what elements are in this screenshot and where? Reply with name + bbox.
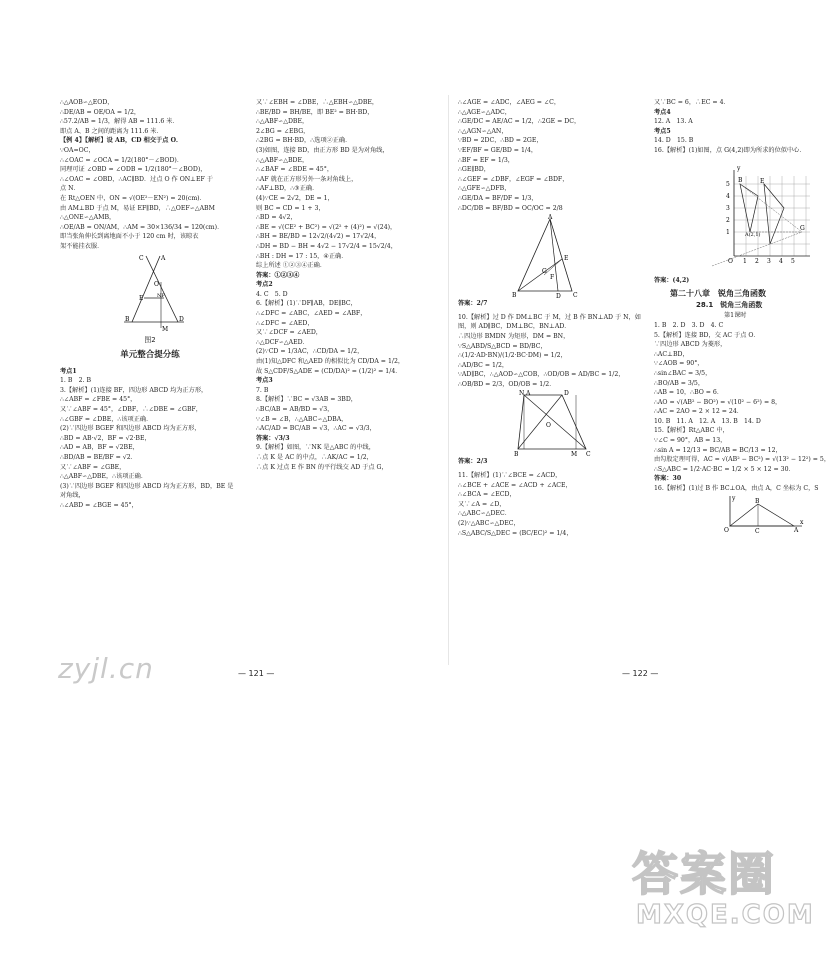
text-line: 考点4 <box>654 108 671 116</box>
text-line: 11.【解析】(1)∵∠BCE = ∠ACD， <box>458 472 562 480</box>
svg-text:C: C <box>573 292 578 300</box>
svg-text:O: O <box>728 257 733 265</box>
column-2 <box>256 98 446 472</box>
text-line: 考点3 <box>256 377 273 385</box>
page-number-right: — 122 — <box>622 669 659 678</box>
text-line: 点 N． <box>60 185 80 193</box>
trapezoid-diagram <box>458 389 638 457</box>
text-line: ∴GE/DA = BF/DF = 1/3， <box>458 194 538 202</box>
text-line: ∴∠DFC = ∠AED， <box>256 319 314 327</box>
text-line: 又∵∠ABF = ∠GBE， <box>60 463 126 471</box>
text-line: 对角线， <box>60 492 85 500</box>
col1b-lines <box>60 367 240 511</box>
text-line: ∴∠BAF = ∠BDE = 45°， <box>256 166 334 174</box>
text-line: ∴DH = BD − BH = 4√2 − 17√2/4 = 15√2/4， <box>256 242 397 250</box>
text-line: ∴△DCF∽△AED． <box>256 338 309 346</box>
text-line: ∴sin∠BAC = 3/5， <box>654 369 712 377</box>
chapter-title: 第二十八章 锐角三角函数 <box>670 289 766 299</box>
text-line: 又∵∠DCF = ∠AED， <box>256 329 322 337</box>
text-line: ∴DE/AB = OE/OA = 1/2， <box>60 108 141 116</box>
text-line: ∴∠GBF = ∠DBE，∴该项正确． <box>60 415 153 423</box>
svg-text:x: x <box>800 518 804 526</box>
text-line: ∴GE∥BD， <box>458 166 490 174</box>
text-line: ∴GE/DC = AE/AC = 1/2，∴2GE = DC， <box>458 118 581 126</box>
text-line: ∴△ONE∽△AMB， <box>60 214 116 222</box>
svg-text:4: 4 <box>779 257 783 265</box>
text-line: 综上所述 ①②③④正确． <box>256 262 327 270</box>
svg-text:E: E <box>760 177 765 185</box>
text-line: 又∵BC = 6，∴EC = 4． <box>654 99 730 106</box>
text-line: ∴AD = AB，BF = √2BE， <box>60 444 139 452</box>
text-line: ∴BC/AB = AB/BD = √3， <box>256 406 334 413</box>
text-line: ∴∠DFC = ∠ABC，∠AED = ∠ABF， <box>256 310 367 318</box>
watermark-url: MXQE.COM <box>636 900 815 930</box>
text-line: ∴∠BCE + ∠ACE = ∠ACD + ∠ACE， <box>458 481 572 489</box>
answer-line: 答案：2/3 <box>458 458 488 466</box>
text-line: 架不能挂衣服． <box>60 242 104 250</box>
section-subtitle: 第1课时 <box>724 312 747 320</box>
svg-text:3: 3 <box>726 204 730 212</box>
text-line: ∴sin A = 12/13 = BC/AB = BC/13 = 12， <box>654 446 782 454</box>
text-line: ∴AF 就在正方形另外一条对角线上， <box>256 175 358 183</box>
svg-text:B: B <box>755 497 760 505</box>
text-line: ∴AD/BC = 1/2， <box>458 361 509 369</box>
text-line: 在 Rt△OEN 中，ON = √(OE²－EN²) = 20(cm)． <box>60 194 206 202</box>
svg-text:y: y <box>737 164 741 172</box>
svg-text:A: A <box>526 390 531 398</box>
text-line: ∴BF = EF = 1/3， <box>458 156 514 164</box>
text-line: 10. B 11. A 12. A 13. B 14. D <box>654 417 761 425</box>
text-line: 同理可证 ∠OBD = ∠ODB = 1/2(180°－∠BOD)， <box>60 166 207 174</box>
text-line: ∵BD = 2DC，∴BD = 2GE， <box>458 137 543 145</box>
text-line: ∵∠C = 90°，AB = 13， <box>654 437 727 445</box>
text-line: 又∵∠ABF = 45°，∠DBF，∴∠DBE = ∠GBF， <box>60 406 202 414</box>
text-line: ∵S△ABD/S△BCD = BD/BC， <box>458 342 547 350</box>
coordinate-triangle-diagram <box>654 494 804 534</box>
text-line: ∴BH : DH = 17 : 15，④正确． <box>256 252 348 260</box>
column-1 <box>60 98 240 511</box>
text-line: 考点1 <box>60 367 77 375</box>
text-line: 4. C 5. D <box>256 290 288 298</box>
text-line: (2)∵四边形 BGEF 和四边形 ABCD 均为正方形， <box>60 425 201 433</box>
text-line: ∵AD∥BC，∴△AOD∽△COB，∴OD/OB = AD/BC = 1/2， <box>458 371 625 379</box>
svg-text:A(2,1): A(2,1) <box>745 231 761 238</box>
text-line: 由勾股定理可得，AC = √(AB² − BC²) = √(13² − 12²) = 5， <box>654 456 830 464</box>
svg-text:O: O <box>546 422 551 430</box>
text-line: 1. B 2. D 3. D 4. C <box>654 321 724 329</box>
text-line: ∴AC = 2AO = 2 × 12 = 24． <box>654 408 743 416</box>
svg-text:5: 5 <box>791 257 795 265</box>
svg-text:G: G <box>542 268 547 276</box>
text-line: ∴△AGE∽△ADC， <box>458 108 511 116</box>
text-line: 则 BC = CD = 1 + 3， <box>256 204 325 212</box>
text-line: 又∵∠EBH = ∠DBE，∴△EBH∽△DBE， <box>256 99 379 106</box>
text-line: ∴AB = 10，∴BO = 6． <box>654 389 724 397</box>
svg-text:1: 1 <box>743 257 747 265</box>
svg-text:2: 2 <box>755 257 759 265</box>
text-line: ∴点 K 过点 E 作 BN 的平行线交 AD 于点 G， <box>256 463 388 471</box>
svg-text:D: D <box>564 390 569 398</box>
text-line: 由 AM⊥BD 于点 M，易证 EF∥BD，∴△OEF∽△ABM <box>60 204 215 212</box>
text-line: ∴△ABC∽△DEC． <box>458 510 511 518</box>
svg-text:4: 4 <box>726 192 730 200</box>
svg-text:F: F <box>550 274 555 282</box>
text-line: ∴DC/DB = BF/BD = OC/OC = 2/8 <box>458 204 563 212</box>
text-line: ∴△ABF∽△BDE， <box>256 156 309 164</box>
triangle-diagram <box>458 213 638 299</box>
svg-text:C: C <box>755 527 760 535</box>
text-line: ∴AO = √(AB² − BO²) = √(10² − 6²) = 8， <box>654 398 782 406</box>
text-line: 答案：√3/3 <box>256 434 290 442</box>
text-line: 14. D 15. B <box>654 137 694 145</box>
text-line: 由(1)知△DFC 和△AED 的相似比为 CD/DA = 1/2， <box>256 358 405 366</box>
text-line: 【例 4】【解析】设 AB，CD 相交于点 O． <box>60 137 183 145</box>
text-line: ∴BE = √(CE² + BC²) = √(2² + (4)²) = √(24)， <box>256 223 397 231</box>
text-line: 16.【解析】(1)过 B 作 BC⊥OA，由点 A，C 坐标为 C，S <box>654 485 819 493</box>
text-line: ∴2BG = BH·BD，∴选项②正确． <box>256 137 352 145</box>
text-line: 1. B 2. B <box>60 377 92 385</box>
text-line: (2)∵△ABC∽△DEC， <box>458 520 520 528</box>
svg-text:NF: NF <box>157 292 165 299</box>
text-line: 7. B <box>256 386 269 394</box>
text-line: ∴∠AGE = ∠ADC，∠AEG = ∠C， <box>458 99 561 106</box>
text-line: 12. A 13. A <box>654 118 693 126</box>
text-line: ∴S△ABC/S△DEC = (BC/EC)² = 1/4， <box>458 529 573 537</box>
text-line: 5.【解析】连接 BD，交 AC 于点 O． <box>654 331 760 339</box>
column-4 <box>654 98 830 535</box>
text-line: ∴(1/2·AD·BN)/(1/2·BC·DM) = 1/2， <box>458 352 567 360</box>
text-line: (4)∵CE = 2√2，DE = 1， <box>256 194 334 202</box>
text-line: 即当张角伸长到离地面不小于 120 cm 时，该晾衣 <box>60 233 199 241</box>
text-line: (2)∵CD = 1/3AC，∴CD/DA = 1/2， <box>256 348 364 356</box>
text-line: 考点2 <box>256 281 273 289</box>
svg-text:E: E <box>564 255 569 263</box>
text-line: ∵OA=OC， <box>60 146 95 154</box>
svg-text:O: O <box>154 280 159 288</box>
svg-text:M: M <box>162 325 169 333</box>
svg-text:N: N <box>519 390 525 398</box>
text-line: 答案：①②③④ <box>256 271 300 279</box>
text-line: ∴AF⊥BD，∴③正确． <box>256 185 319 193</box>
col1-lines <box>60 98 240 252</box>
svg-text:D: D <box>179 315 184 323</box>
text-line: 15.【解析】Rt△ABC 中， <box>654 427 729 435</box>
figure-2-diagram <box>60 252 240 336</box>
text-line: ∵∠B = ∠B，∴△ABC∽△DBA， <box>256 415 348 423</box>
text-line: (3)∵四边形 BGEF 和四边形 ABCD 均为正方形，BD，BE 是 <box>60 482 234 490</box>
text-line: ∴点 K 是 AC 的中点，∴AK/AC = 1/2， <box>256 453 373 461</box>
column-3 <box>458 98 643 538</box>
svg-text:y: y <box>732 494 736 502</box>
text-line: ∴BD = AB·√2，BF = √2·BE， <box>60 434 151 442</box>
svg-text:G: G <box>800 224 805 232</box>
text-line: ∵EF/BF = GE/BD = 1/4， <box>458 146 538 154</box>
text-line: ∴BO/AB = 3/5， <box>654 379 705 387</box>
text-line: ∴∠ABD = ∠BGE = 45°， <box>60 502 138 509</box>
text-line: ∴∠BCA = ∠ECD， <box>458 491 516 499</box>
svg-text:3: 3 <box>767 257 771 265</box>
svg-text:C: C <box>139 254 144 262</box>
svg-text:B: B <box>514 451 519 459</box>
text-line: ∴BE/BD = BH/BE，即 BE² = BH·BD， <box>256 108 374 116</box>
text-line: ∴四边形 BMDN 为矩形，DM = BN， <box>458 332 570 340</box>
svg-text:D: D <box>556 293 561 301</box>
text-line: 又∵∠A = ∠D， <box>458 500 506 508</box>
text-line: 8.【解析】∵BC = √3AB = 3BD， <box>256 396 357 404</box>
watermark-logo-right: 答案圈 <box>632 847 776 901</box>
text-line: ∴△ABF∽△DBE，∴该项正确． <box>60 473 148 481</box>
text-line: ∴BD/AB = BE/BF = √2． <box>60 454 137 462</box>
text-line: 10.【解析】过 D 作 DM⊥BC 于 M，过 B 作 BN⊥AD 于 N，如 <box>458 313 641 321</box>
svg-text:B: B <box>125 315 130 323</box>
text-line: 答案：30 <box>654 475 682 483</box>
text-line: ∴OB/BD = 2/3，OD/OB = 1/2． <box>458 380 556 388</box>
text-line: ∴△GFE∽△DFB， <box>458 185 511 193</box>
text-line: 16.【解析】(1)如图，点 G(4,2)即为所求的位似中心． <box>654 146 806 154</box>
text-line: ∴∠GEF = ∠DBF，∠EGF = ∠BDF， <box>458 175 569 183</box>
text-line: ∴BD = 4√2， <box>256 214 297 222</box>
text-line: ∴OE/AB = ON/AM，∴AM = 30×136/34 = 120(cm)． <box>60 223 224 231</box>
text-line: 图，则 AD∥BC，DM⊥BC，BN⊥AD． <box>458 323 571 331</box>
text-line: 9.【解析】如图，∵NK 是△ABC 的中线， <box>256 444 375 452</box>
text-line: ∴AC/AD = BC/AB = √3，∴AC = √3/3， <box>256 425 376 433</box>
text-line: (3)如图，连接 BD，由正方形 BD 是为对角线， <box>256 146 389 154</box>
svg-text:1: 1 <box>726 228 730 236</box>
svg-text:O: O <box>724 526 729 534</box>
text-line: ∵∠AOB = 90°， <box>654 360 704 368</box>
text-line: ∴∠OAC = ∠OCA = 1/2(180°－∠BOD)． <box>60 156 184 164</box>
section-title: 28.1 锐角三角函数 <box>696 300 763 309</box>
text-line: ∴△ABF∽△DBE， <box>256 118 309 126</box>
svg-text:M: M <box>571 451 578 459</box>
watermark-logo-left: zyjl.cn <box>58 652 154 685</box>
text-line: 2∠BG = ∠EBG， <box>256 127 310 135</box>
text-line: ∴△AGN∽△AN， <box>458 127 508 135</box>
text-line: ∴∠ABF = ∠FBE = 45°， <box>60 396 137 404</box>
svg-text:E: E <box>139 294 144 302</box>
text-line: 3.【解析】(1)连接 BF，四边形 ABCD 均为正方形， <box>60 386 208 394</box>
svg-text:2: 2 <box>726 216 730 224</box>
page-divider <box>448 95 449 665</box>
text-line: ∴S△ABC = 1/2·AC·BC = 1/2 × 5 × 12 = 30． <box>654 465 795 473</box>
text-line: ∴△AOB∽△EOD， <box>60 99 114 106</box>
text-line: 6.【解析】(1)∵DF∥AB，DE∥BC， <box>256 300 357 308</box>
text-line: ∴BH = BE/BD = 12√2/(4√2) = 17√2/4， <box>256 233 381 241</box>
grid-coordinate-diagram <box>654 156 810 276</box>
figure-caption: 图2 <box>144 335 156 344</box>
svg-text:A: A <box>794 526 799 534</box>
text-line: ∴57.2/AB = 1/3，解得 AB = 111.6 米． <box>60 118 179 126</box>
svg-text:C: C <box>586 451 591 459</box>
svg-text:5: 5 <box>726 180 730 188</box>
text-line: ∴AC⊥BD， <box>654 350 689 358</box>
svg-text:B: B <box>512 292 517 300</box>
svg-text:A: A <box>548 214 553 222</box>
svg-text:A: A <box>161 254 166 262</box>
answer-line: 答案：(4,2) <box>654 276 690 284</box>
text-line: 考点5 <box>654 127 671 135</box>
unit-title: 单元整合提分练 <box>120 350 180 361</box>
text-line: 故 S△CDF/S△ADE = (CD/DA)² = (1/2)² = 1/4． <box>256 367 402 375</box>
text-line: ∴∠OAC = ∠OBD，∴AC∥BD．过点 O 作 ON⊥EF 于 <box>60 175 213 183</box>
svg-text:B: B <box>738 176 743 184</box>
text-line: 即点 A、B 之间的距离为 111.6 米． <box>60 127 163 135</box>
page-number-left: — 121 — <box>238 669 275 678</box>
answer-line: 答案：2/7 <box>458 300 488 308</box>
text-line: ∵四边形 ABCD 为菱形， <box>654 341 727 349</box>
